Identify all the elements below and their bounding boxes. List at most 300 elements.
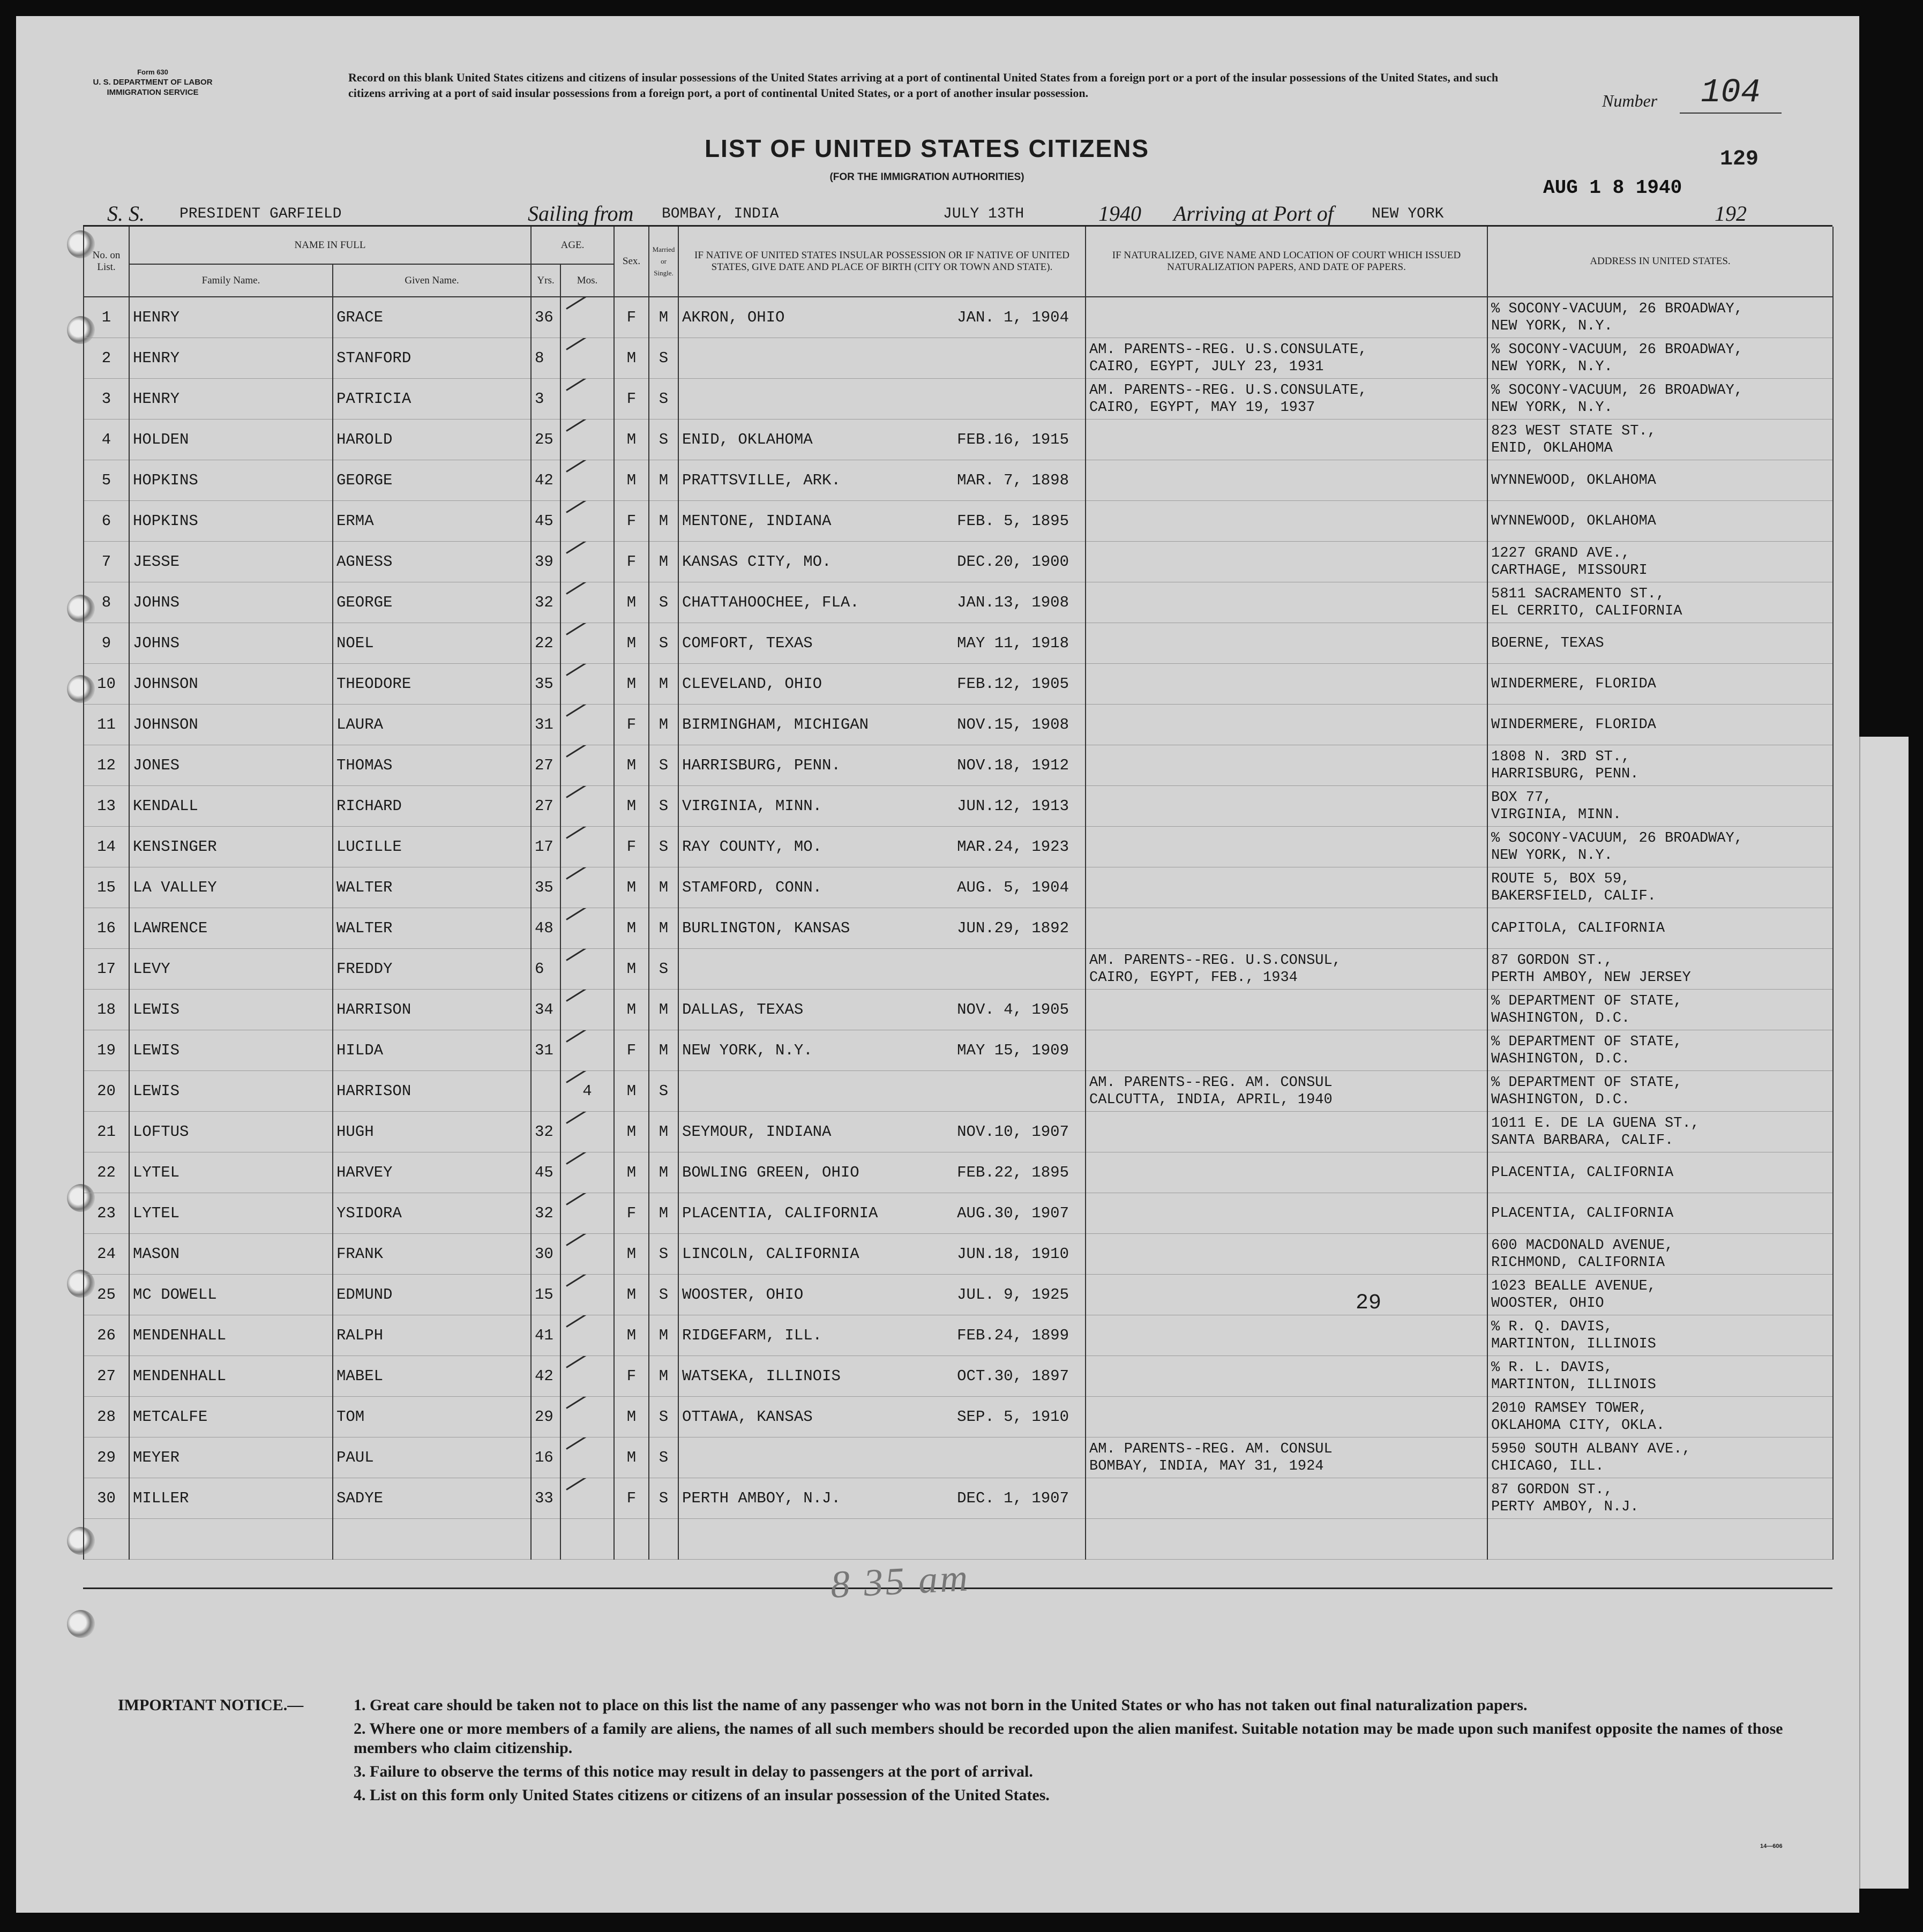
address-line: OKLAHOMA CITY, OKLA.: [1491, 1417, 1665, 1434]
birthdate: FEB. 5, 1895: [957, 512, 1069, 530]
birthplace: BIRMINGHAM, MICHIGAN: [682, 715, 869, 733]
address-cell: [1487, 827, 1833, 867]
address-cell: [1487, 1193, 1833, 1234]
naturalization-cell: [1086, 460, 1487, 501]
blank-row: [84, 1519, 1833, 1560]
passenger-table: [83, 227, 1834, 1560]
address-line: MARTINTON, ILLINOIS: [1491, 1336, 1656, 1352]
given-name-cell: AGNESS: [333, 542, 531, 582]
check-mark: [566, 705, 614, 717]
sex-cell: F: [614, 542, 649, 582]
age-years-cell: 25: [531, 420, 560, 460]
age-months-cell: [560, 705, 614, 745]
marital-status-cell: M: [649, 908, 678, 949]
naturalization-cell: [1086, 1356, 1487, 1397]
address-line: 87 GORDON ST.,: [1491, 1481, 1613, 1498]
given-name-cell: FREDDY: [333, 949, 531, 990]
table-row: [84, 420, 1833, 460]
check-mark: [566, 1437, 614, 1450]
family-name-cell: HOPKINS: [129, 460, 333, 501]
address-line: % R. L. DAVIS,: [1491, 1359, 1613, 1376]
age-months-cell: [560, 379, 614, 420]
row-number: 1: [84, 297, 129, 338]
family-name-cell: HENRY: [129, 297, 333, 338]
check-mark: [566, 297, 614, 310]
birthplace: PERTH AMBOY, N.J.: [682, 1489, 841, 1507]
birthplace: COMFORT, TEXAS: [682, 634, 813, 652]
blank-cell: [649, 1519, 678, 1560]
naturalization-cell: [1086, 949, 1487, 990]
address-line: WYNNEWOOD, OKLAHOMA: [1491, 513, 1656, 529]
address-line: 1023 BEALLE AVENUE,: [1491, 1278, 1656, 1294]
address-line: NEW YORK, N.Y.: [1491, 318, 1613, 334]
address-line: WASHINGTON, D.C.: [1491, 1051, 1630, 1067]
age-months-cell: [560, 1315, 614, 1356]
birthdate: AUG.30, 1907: [957, 1204, 1069, 1222]
row-number: 24: [84, 1234, 129, 1275]
address-cell: [1487, 1152, 1833, 1193]
naturalization-cell: [1086, 990, 1487, 1030]
marital-status-cell: S: [649, 1478, 678, 1519]
header-yrs: Yrs.: [531, 264, 560, 297]
age-months-cell: [560, 1397, 614, 1437]
sex-cell: M: [614, 664, 649, 705]
given-name-cell: GRACE: [333, 297, 531, 338]
row-number: 23: [84, 1193, 129, 1234]
footer-code: 14—606: [1760, 1843, 1783, 1849]
address-line: % SOCONY-VACUUM, 26 BROADWAY,: [1491, 341, 1743, 358]
table-row: [84, 867, 1833, 908]
age-years-cell: 31: [531, 1030, 560, 1071]
address-cell: [1487, 705, 1833, 745]
family-name-cell: JESSE: [129, 542, 333, 582]
marital-status-cell: M: [649, 705, 678, 745]
family-name-cell: JOHNS: [129, 623, 333, 664]
age-months-cell: [560, 582, 614, 623]
sex-cell: M: [614, 338, 649, 379]
family-name-cell: JOHNSON: [129, 664, 333, 705]
age-months-cell: [560, 1356, 614, 1397]
age-years-cell: 42: [531, 460, 560, 501]
table-row: [84, 827, 1833, 867]
given-name-cell: RALPH: [333, 1315, 531, 1356]
family-name-cell: METCALFE: [129, 1397, 333, 1437]
age-months-cell: [560, 786, 614, 827]
age-months-cell: [560, 867, 614, 908]
birth-cell: [678, 420, 1086, 460]
table-row: [84, 338, 1833, 379]
family-name-cell: JOHNSON: [129, 705, 333, 745]
naturalization-cell: [1086, 1437, 1487, 1478]
notice-item: 3. Failure to observe the terms of this notice may result in delay to passengers at the port of arrival.: [354, 1763, 1033, 1780]
check-mark: [566, 338, 614, 350]
birth-cell: [678, 1193, 1086, 1234]
birth-cell: [678, 1315, 1086, 1356]
table-row: [84, 460, 1833, 501]
header-naturalized: IF NATURALIZED, GIVE NAME AND LOCATION OF COURT WHICH ISSUED NATURALIZATION PAPERS, AND DATE OF PAPERS.: [1086, 227, 1487, 297]
blank-cell: [84, 1519, 129, 1560]
row-number: 8: [84, 582, 129, 623]
sex-cell: M: [614, 460, 649, 501]
marital-status-cell: S: [649, 420, 678, 460]
sex-cell: M: [614, 1234, 649, 1275]
marital-status-cell: S: [649, 1437, 678, 1478]
address-cell: [1487, 379, 1833, 420]
age-months-cell: [560, 908, 614, 949]
birthplace: PLACENTIA, CALIFORNIA: [682, 1204, 878, 1222]
birthplace: STAMFORD, CONN.: [682, 878, 822, 896]
check-mark: [566, 460, 614, 473]
address-cell: [1487, 460, 1833, 501]
address-line: 1227 GRAND AVE.,: [1491, 545, 1630, 561]
table-row: [84, 908, 1833, 949]
check-mark: [566, 379, 614, 391]
birthplace: WATSEKA, ILLINOIS: [682, 1367, 841, 1385]
sex-cell: F: [614, 1356, 649, 1397]
given-name-cell: LAURA: [333, 705, 531, 745]
family-name-cell: JONES: [129, 745, 333, 786]
birthdate: FEB.16, 1915: [957, 430, 1069, 448]
check-mark: [566, 786, 614, 798]
age-months-cell: [560, 460, 614, 501]
marital-status-cell: M: [649, 1315, 678, 1356]
address-cell: [1487, 582, 1833, 623]
naturalization-cell: [1086, 297, 1487, 338]
table-row: [84, 1112, 1833, 1152]
given-name-cell: HARVEY: [333, 1152, 531, 1193]
naturalization-cell: [1086, 1112, 1487, 1152]
birth-cell: [678, 297, 1086, 338]
check-mark: [566, 1397, 614, 1409]
address-line: ROUTE 5, BOX 59,: [1491, 871, 1630, 887]
address-line: WOOSTER, OHIO: [1491, 1295, 1604, 1312]
address-cell: [1487, 338, 1833, 379]
table-row: [84, 501, 1833, 542]
address-cell: [1487, 623, 1833, 664]
marital-status-cell: S: [649, 786, 678, 827]
address-line: WINDERMERE, FLORIDA: [1491, 676, 1656, 692]
birthplace: BOWLING GREEN, OHIO: [682, 1163, 859, 1181]
address-line: 1808 N. 3RD ST.,: [1491, 748, 1630, 765]
table-row: [84, 1193, 1833, 1234]
age-years-cell: 45: [531, 1152, 560, 1193]
table-row: [84, 990, 1833, 1030]
given-name-cell: TOM: [333, 1397, 531, 1437]
sex-cell: F: [614, 705, 649, 745]
table-row: [84, 664, 1833, 705]
age-years-cell: [531, 1071, 560, 1112]
given-name-cell: SADYE: [333, 1478, 531, 1519]
birthdate: NOV.10, 1907: [957, 1122, 1069, 1141]
birth-cell: [678, 745, 1086, 786]
address-line: 2010 RAMSEY TOWER,: [1491, 1400, 1648, 1417]
table-row: [84, 1356, 1833, 1397]
naturalization-cell: [1086, 501, 1487, 542]
table-row: [84, 1397, 1833, 1437]
age-years-cell: 30: [531, 1234, 560, 1275]
age-months-cell: [560, 1071, 614, 1112]
birthdate: MAY 15, 1909: [957, 1041, 1069, 1059]
birth-cell: [678, 501, 1086, 542]
birthdate: DEC. 1, 1907: [957, 1489, 1069, 1507]
sex-cell: F: [614, 501, 649, 542]
family-name-cell: LAWRENCE: [129, 908, 333, 949]
birthplace: MENTONE, INDIANA: [682, 512, 832, 530]
row-number: 27: [84, 1356, 129, 1397]
address-line: WASHINGTON, D.C.: [1491, 1010, 1630, 1027]
service-name: IMMIGRATION SERVICE: [107, 88, 199, 97]
age-months-cell: [560, 1193, 614, 1234]
naturalization-cell: [1086, 1315, 1487, 1356]
birthplace: WOOSTER, OHIO: [682, 1285, 804, 1304]
row-number: 9: [84, 623, 129, 664]
sex-cell: M: [614, 990, 649, 1030]
table-row: [84, 1152, 1833, 1193]
address-line: WINDERMERE, FLORIDA: [1491, 716, 1656, 733]
naturalization-cell: [1086, 745, 1487, 786]
sex-cell: M: [614, 623, 649, 664]
age-months-cell: [560, 949, 614, 990]
sex-cell: M: [614, 420, 649, 460]
header-birth: IF NATIVE OF UNITED STATES INSULAR POSSESSION OR IF NATIVE OF UNITED STATES, GIVE DATE AND PLACE OF BIRTH (CITY OR TOWN AND STATE).: [678, 227, 1086, 297]
marital-status-cell: S: [649, 949, 678, 990]
blank-cell: [614, 1519, 649, 1560]
age-years-cell: 33: [531, 1478, 560, 1519]
notice-item: 4. List on this form only United States citizens or citizens of an insular possession of the United States.: [354, 1786, 1050, 1804]
check-mark: [566, 949, 614, 961]
given-name-cell: ERMA: [333, 501, 531, 542]
family-name-cell: MC DOWELL: [129, 1275, 333, 1315]
age-years-cell: 32: [531, 1112, 560, 1152]
marital-status-cell: M: [649, 297, 678, 338]
stamped-number: 129: [1720, 147, 1759, 171]
address-line: % SOCONY-VACUUM, 26 BROADWAY,: [1491, 301, 1743, 317]
birth-cell: [678, 1071, 1086, 1112]
marital-status-cell: S: [649, 379, 678, 420]
address-cell: [1487, 745, 1833, 786]
table-row: [84, 949, 1833, 990]
ss-label: S. S.: [107, 201, 145, 226]
birthdate: JAN. 1, 1904: [957, 308, 1069, 326]
address-line: HARRISBURG, PENN.: [1491, 766, 1639, 782]
family-name-cell: JOHNS: [129, 582, 333, 623]
marital-status-cell: M: [649, 664, 678, 705]
given-name-cell: THOMAS: [333, 745, 531, 786]
naturalization-cell: [1086, 623, 1487, 664]
sex-cell: M: [614, 786, 649, 827]
margin-note: 29: [1356, 1291, 1382, 1315]
naturalization-cell: [1086, 420, 1487, 460]
age-months-cell: [560, 420, 614, 460]
birthdate: JAN.13, 1908: [957, 593, 1069, 611]
sex-cell: M: [614, 1315, 649, 1356]
departure-port: BOMBAY, INDIA: [656, 204, 914, 226]
age-years-cell: 32: [531, 1193, 560, 1234]
age-months-cell: [560, 664, 614, 705]
family-name-cell: HOLDEN: [129, 420, 333, 460]
manifest-sheet: [16, 16, 1859, 1913]
age-years-cell: 15: [531, 1275, 560, 1315]
birth-cell: [678, 338, 1086, 379]
table-row: [84, 705, 1833, 745]
table-row: [84, 1315, 1833, 1356]
address-line: 600 MACDONALD AVENUE,: [1491, 1237, 1674, 1254]
age-years-cell: 29: [531, 1397, 560, 1437]
passenger-table-frame: [83, 225, 1832, 1589]
age-months-value: 4: [582, 1082, 592, 1100]
list-number: 104: [1680, 72, 1782, 114]
address-line: 823 WEST STATE ST.,: [1491, 423, 1656, 439]
birth-cell: [678, 1234, 1086, 1275]
check-mark: [566, 1112, 614, 1124]
row-number: 30: [84, 1478, 129, 1519]
table-row: [84, 379, 1833, 420]
blank-cell: [560, 1519, 614, 1560]
header-address: ADDRESS IN UNITED STATES.: [1487, 227, 1833, 297]
table-row: [84, 1478, 1833, 1519]
family-name-cell: LEWIS: [129, 990, 333, 1030]
birth-cell: [678, 1152, 1086, 1193]
address-cell: [1487, 542, 1833, 582]
birthdate: DEC.20, 1900: [957, 552, 1069, 571]
naturalization-line: AM. PARENTS--REG. AM. CONSUL: [1089, 1441, 1333, 1457]
row-number: 25: [84, 1275, 129, 1315]
address-cell: [1487, 1234, 1833, 1275]
sex-cell: M: [614, 745, 649, 786]
naturalization-cell: [1086, 1234, 1487, 1275]
row-number: 21: [84, 1112, 129, 1152]
notice-item: 1. Great care should be taken not to place on this list the name of any passenger who was not born in the United States or who has not taken out final naturalization papers.: [354, 1696, 1528, 1714]
given-name-cell: EDMUND: [333, 1275, 531, 1315]
passenger-rows: [84, 297, 1833, 1560]
address-line: MARTINTON, ILLINOIS: [1491, 1376, 1656, 1393]
table-row: [84, 582, 1833, 623]
marital-status-cell: M: [649, 542, 678, 582]
marital-status-cell: S: [649, 827, 678, 867]
row-number: 17: [84, 949, 129, 990]
table-row: [84, 623, 1833, 664]
check-mark: [566, 420, 614, 432]
birthdate: MAR.24, 1923: [957, 837, 1069, 856]
marital-status-cell: S: [649, 1071, 678, 1112]
naturalization-cell: [1086, 1275, 1487, 1315]
age-years-cell: 39: [531, 542, 560, 582]
marital-status-cell: M: [649, 867, 678, 908]
birth-cell: [678, 867, 1086, 908]
header-no: No. on List.: [84, 227, 129, 297]
row-number: 19: [84, 1030, 129, 1071]
header-age: AGE.: [531, 227, 614, 264]
row-number: 4: [84, 420, 129, 460]
age-years-cell: 6: [531, 949, 560, 990]
given-name-cell: YSIDORA: [333, 1193, 531, 1234]
age-years-cell: 27: [531, 745, 560, 786]
birth-cell: [678, 1112, 1086, 1152]
age-months-cell: [560, 745, 614, 786]
address-line: BOX 77,: [1491, 789, 1552, 806]
birthdate: NOV.18, 1912: [957, 756, 1069, 774]
birth-cell: [678, 582, 1086, 623]
blank-cell: [333, 1519, 531, 1560]
row-number: 14: [84, 827, 129, 867]
age-months-cell: [560, 623, 614, 664]
address-line: % DEPARTMENT OF STATE,: [1491, 1034, 1682, 1050]
row-number: 28: [84, 1397, 129, 1437]
family-name-cell: LYTEL: [129, 1152, 333, 1193]
birth-cell: [678, 542, 1086, 582]
age-months-cell: [560, 990, 614, 1030]
family-name-cell: KENSINGER: [129, 827, 333, 867]
marital-status-cell: M: [649, 1112, 678, 1152]
birthplace: CLEVELAND, OHIO: [682, 675, 822, 693]
number-label: Number: [1602, 91, 1658, 110]
family-name-cell: LEVY: [129, 949, 333, 990]
age-years-cell: 8: [531, 338, 560, 379]
arrival-port: NEW YORK: [1366, 204, 1640, 226]
check-mark: [566, 623, 614, 635]
address-line: PLACENTIA, CALIFORNIA: [1491, 1205, 1674, 1222]
naturalization-cell: [1086, 1193, 1487, 1234]
birthdate: JUN.29, 1892: [957, 919, 1069, 937]
birth-cell: [678, 379, 1086, 420]
header-sex: Sex.: [614, 227, 649, 297]
check-mark: [566, 1356, 614, 1368]
birth-cell: [678, 460, 1086, 501]
birthdate: MAY 11, 1918: [957, 634, 1069, 652]
naturalization-cell: [1086, 867, 1487, 908]
check-mark: [566, 1275, 614, 1287]
birthdate: FEB.22, 1895: [957, 1163, 1069, 1181]
address-line: % SOCONY-VACUUM, 26 BROADWAY,: [1491, 382, 1743, 399]
family-name-cell: HENRY: [129, 338, 333, 379]
age-years-cell: 22: [531, 623, 560, 664]
address-cell: [1487, 297, 1833, 338]
birthdate: AUG. 5, 1904: [957, 878, 1069, 896]
address-cell: [1487, 1478, 1833, 1519]
naturalization-cell: [1086, 1071, 1487, 1112]
sex-cell: M: [614, 1152, 649, 1193]
sailing-from-label: Sailing from: [528, 201, 634, 226]
row-number: 10: [84, 664, 129, 705]
check-mark: [566, 827, 614, 839]
table-row: [84, 786, 1833, 827]
sex-cell: M: [614, 1275, 649, 1315]
check-mark: [566, 1234, 614, 1246]
marital-status-cell: S: [649, 1275, 678, 1315]
address-line: VIRGINIA, MINN.: [1491, 806, 1622, 823]
check-mark: [566, 664, 614, 676]
notice-heading: IMPORTANT NOTICE.—: [118, 1696, 304, 1714]
naturalization-cell: [1086, 1030, 1487, 1071]
blank-cell: [678, 1519, 1086, 1560]
birthplace: AKRON, OHIO: [682, 308, 785, 326]
address-cell: [1487, 908, 1833, 949]
naturalization-line: CAIRO, EGYPT, MAY 19, 1937: [1089, 399, 1315, 416]
given-name-cell: RICHARD: [333, 786, 531, 827]
address-line: % DEPARTMENT OF STATE,: [1491, 1074, 1682, 1091]
sex-cell: M: [614, 582, 649, 623]
form-number: Form 630: [137, 68, 168, 76]
arrival-date-stamp: AUG 1 8 1940: [1543, 177, 1682, 199]
sex-cell: M: [614, 1071, 649, 1112]
header-given-name: Given Name.: [333, 264, 531, 297]
address-cell: [1487, 1275, 1833, 1315]
naturalization-line: AM. PARENTS--REG. AM. CONSUL: [1089, 1074, 1333, 1091]
table-row: [84, 1437, 1833, 1478]
check-mark: [566, 501, 614, 513]
given-name-cell: PATRICIA: [333, 379, 531, 420]
age-months-cell: [560, 827, 614, 867]
